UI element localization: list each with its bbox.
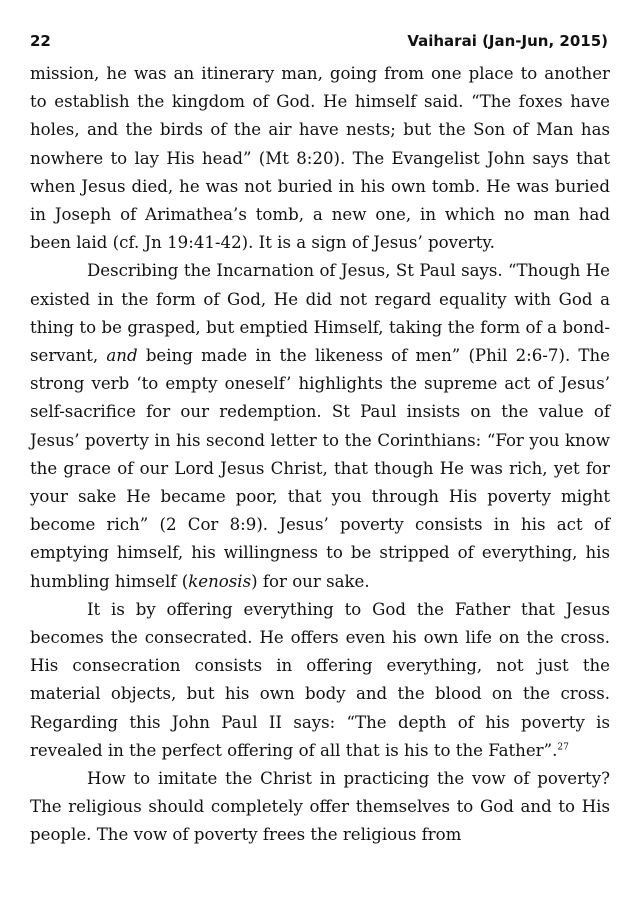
page-header: [30, 32, 608, 56]
running-head: Vaiharai (Jan-Jun, 2015): [407, 32, 608, 50]
paragraph-text: mission, he was an itinerary man, going from one place to another to establish the kingdom of God. He himself said. “The foxes have holes, and the birds of the air have nests; but the Son of Man has nowhere to lay His head” (Mt 8:20). The Evangelist John says that when Jesus died, he was not buried in his own tomb. He was buried in Joseph of Arimathea’s tomb, a new one, in which no man had been laid (cf. Jn 19:41-42). It is a sign of Jesus’ poverty.: [30, 64, 610, 253]
paragraph: [30, 60, 610, 257]
emphasis: and: [106, 346, 138, 366]
paragraph-text: Describing the Incarnation of Jesus, St Paul says. “Though He existed in the form of God, He did not regard equality with God a thing to be grasped, but emptied Himself, taking the form of a bond-servant,: [30, 261, 610, 366]
paragraph-text: It is by offering everything to God the Father that Jesus becomes the consecrated. He offers even his own life on the cross. His consecration consists in offering everything, not just the material objects, but his own body and the blood on the cross. Regarding this John Paul II says: “The depth of his poverty is revealed in the perfect offering of all that is his to the Father”.: [30, 599, 610, 760]
paragraph: [30, 257, 610, 595]
paragraph: [30, 765, 610, 850]
paragraph-text: ) for our sake.: [251, 571, 370, 591]
paragraph-text: How to imitate the Christ in practicing the vow of poverty? The religious should completely offer themselves to God and to His people. The vow of poverty frees the religious from: [30, 769, 610, 845]
emphasis: kenosis: [188, 571, 252, 591]
paragraph: [30, 596, 610, 765]
footnote-reference: 27: [557, 742, 569, 753]
body-text: [30, 60, 610, 850]
page-number: 22: [30, 32, 51, 50]
paragraph-text: being made in the likeness of men” (Phil 2:6-7). The strong verb ‘to empty oneself’ highlights the supreme act of Jesus’ self-sacrifice for our redemption. St Paul insists on the value of Jesus’ poverty in his second letter to the Corinthians: “For you know the grace of our Lord Jesus Christ, that though He was rich, yet for your sake He became poor, that you through His poverty might become rich” (2 Cor 8:9). Jesus’ poverty consists in his act of emptying himself, his willingness to be stripped of everything, his humbling himself (: [30, 346, 611, 591]
